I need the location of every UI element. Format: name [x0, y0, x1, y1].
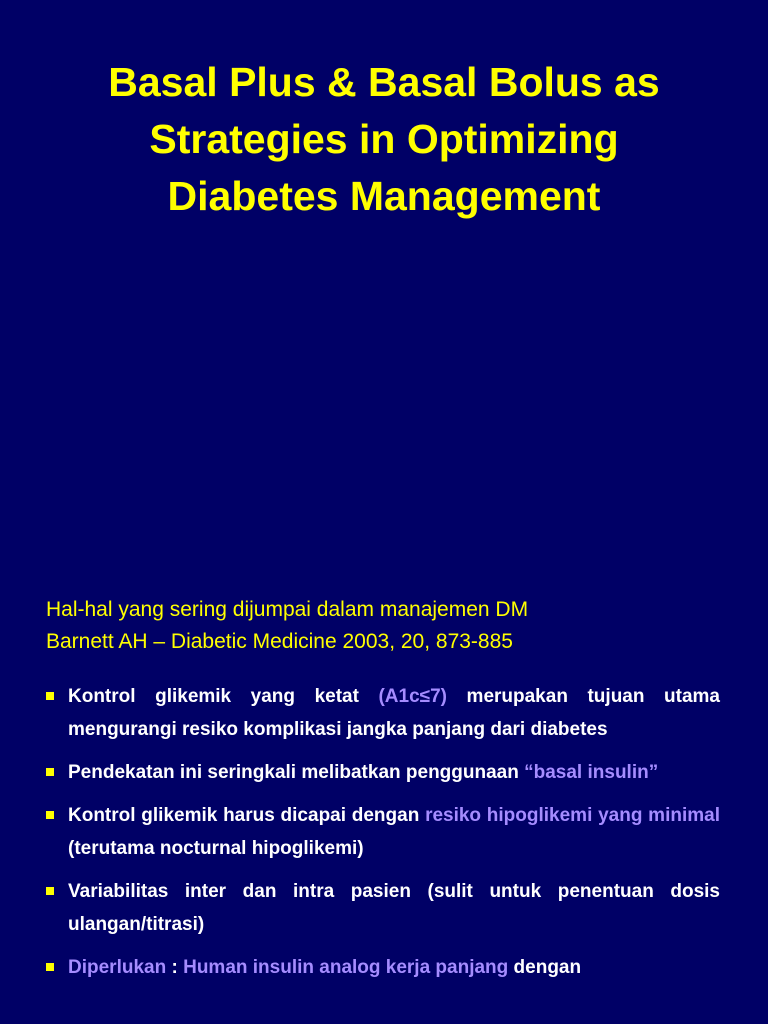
bullet-text: Kontrol glikemik yang ketat — [68, 686, 379, 707]
bullet-text: (terutama nocturnal hipoglikemi) — [68, 838, 364, 859]
slide-title-line-2: Strategies in Optimizing — [149, 116, 619, 162]
square-bullet-icon — [46, 768, 54, 776]
bullet-text: : — [166, 957, 184, 978]
bullet-item-1 — [0, 680, 720, 746]
bullet-highlight: resiko hipoglikemi yang minimal — [425, 805, 720, 826]
square-bullet-icon — [46, 887, 54, 895]
bullet-text: Pendekatan ini seringkali melibatkan penggunaan — [68, 762, 525, 783]
bullet-highlight: (A1c≤7) — [378, 686, 447, 707]
bullet-highlight: Human insulin analog kerja panjang — [183, 957, 509, 978]
bullet-text: Variabilitas inter dan intra pasien (sulit untuk penentuan dosis ulangan/titrasi) — [68, 881, 720, 935]
square-bullet-icon — [46, 692, 54, 700]
bullet-text: Kontrol glikemik harus dicapai dengan — [68, 805, 426, 826]
source-line-2: Barnett AH – Diabetic Medicine 2003, 20, 873-885 — [46, 630, 513, 653]
slide-title-line-3: Diabetes Management — [167, 173, 601, 219]
bullet-highlight: “basal insulin” — [524, 762, 659, 783]
bullet-item-5 — [0, 951, 720, 984]
square-bullet-icon — [46, 811, 54, 819]
bullet-item-2 — [0, 756, 720, 789]
bullet-item-4 — [0, 875, 720, 941]
slide-title-line-1: Basal Plus & Basal Bolus as — [108, 59, 660, 105]
square-bullet-icon — [46, 963, 54, 971]
slide-title — [20, 54, 748, 225]
bullet-item-3 — [0, 799, 720, 865]
bullet-list — [0, 680, 768, 994]
bullet-text: dengan — [508, 957, 582, 978]
source-reference — [46, 594, 736, 658]
bullet-text: merupakan tujuan utama mengurangi resiko komplikasi jangka panjang dari diabetes — [68, 686, 720, 740]
source-line-1: Hal-hal yang sering dijumpai dalam manajemen DM — [46, 598, 529, 621]
bullet-highlight: Diperlukan — [68, 957, 167, 978]
